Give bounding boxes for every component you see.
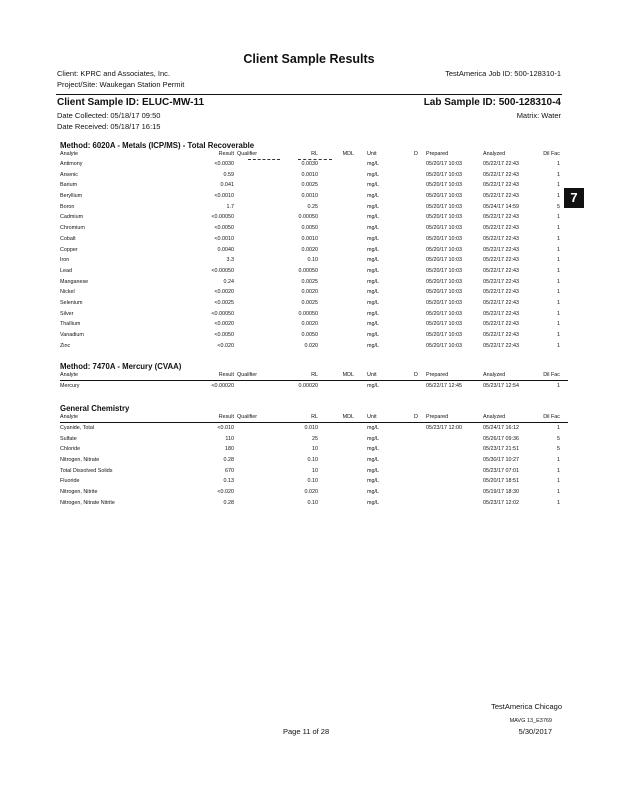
cell-prepared: 05/20/17 10:03 xyxy=(426,332,462,338)
table-row xyxy=(60,266,568,277)
cell-analyte: Cobalt xyxy=(60,235,76,242)
table-row xyxy=(60,487,568,498)
cell-analyte: Copper xyxy=(60,246,78,253)
cell-result: 0.59 xyxy=(223,171,234,178)
cell-prepared: 05/20/17 10:03 xyxy=(426,267,462,274)
cell-analyte: Thallium xyxy=(60,321,81,328)
cell-dil-fac: 1 xyxy=(557,321,560,328)
cell-result: 0.041 xyxy=(220,182,234,189)
cell-result: 0.0040 xyxy=(217,246,234,253)
cell-analyzed: 05/22/17 22:43 xyxy=(483,235,519,242)
cell-analyzed: 05/24/17 16:12 xyxy=(483,425,519,431)
col-analyzed: Analyzed xyxy=(483,372,506,378)
cell-rl: 0.00050 xyxy=(298,267,318,274)
cell-analyzed: 05/22/17 22:43 xyxy=(483,193,519,200)
header-dash-2 xyxy=(298,159,332,160)
col-d: D xyxy=(414,414,418,420)
cell-rl: 0.0025 xyxy=(301,299,318,306)
table-row xyxy=(60,170,568,181)
cell-unit: mg/L xyxy=(367,171,379,178)
table-row xyxy=(60,423,568,434)
cell-result: 0.28 xyxy=(223,499,234,506)
cell-analyzed: 05/22/17 22:43 xyxy=(483,321,519,328)
col-mdl: MDL xyxy=(342,372,354,378)
cell-dil-fac: 1 xyxy=(557,425,560,431)
footer-doc-code: MAVG 13_E3769 xyxy=(509,718,552,724)
col-result: Result xyxy=(218,151,234,157)
cell-prepared: 05/22/17 12:45 xyxy=(426,383,462,389)
header-divider xyxy=(56,94,562,95)
cell-dil-fac: 1 xyxy=(557,235,560,242)
cell-result: <0.00020 xyxy=(211,383,234,389)
cell-analyte: Chloride xyxy=(60,446,81,453)
cell-unit: mg/L xyxy=(367,499,379,506)
cell-rl: 0.25 xyxy=(307,203,318,210)
cell-prepared: 05/20/17 10:03 xyxy=(426,171,462,178)
cell-rl: 0.020 xyxy=(304,489,318,496)
col-qualifier: Qualifier xyxy=(237,414,258,420)
col-unit: Unit xyxy=(367,151,377,157)
footer-lab-name: TestAmerica Chicago xyxy=(491,702,562,711)
cell-analyzed: 05/22/17 22:43 xyxy=(483,310,519,317)
cell-rl: 0.0050 xyxy=(301,225,318,232)
cell-analyte: Lead xyxy=(60,267,72,274)
cell-result: <0.00050 xyxy=(211,310,234,317)
col-rl: RL xyxy=(311,151,318,157)
matrix: Matrix: Water xyxy=(516,111,561,120)
cell-prepared: 05/20/17 10:03 xyxy=(426,246,462,253)
table-row xyxy=(60,341,568,352)
cell-rl: 0.0020 xyxy=(301,321,318,328)
col-analyzed: Analyzed xyxy=(483,151,506,157)
cell-unit: mg/L xyxy=(367,278,379,285)
table-row xyxy=(60,245,568,256)
cell-dil-fac: 1 xyxy=(557,457,560,464)
cell-result: 0.28 xyxy=(223,457,234,464)
col-d: D xyxy=(414,372,418,378)
cell-rl: 0.00050 xyxy=(298,214,318,221)
table-row xyxy=(60,466,568,477)
date-received: Date Received: 05/18/17 16:15 xyxy=(57,122,161,131)
cell-rl: 0.10 xyxy=(307,499,318,506)
cell-dil-fac: 1 xyxy=(557,267,560,274)
cell-analyte: Silver xyxy=(60,310,74,317)
cell-prepared: 05/20/17 10:03 xyxy=(426,225,462,232)
cell-analyzed: 05/22/17 22:43 xyxy=(483,257,519,264)
cell-rl: 25 xyxy=(312,435,318,442)
cell-result: 0.24 xyxy=(223,278,234,285)
cell-analyzed: 05/26/17 09:36 xyxy=(483,435,519,442)
cell-dil-fac: 1 xyxy=(557,182,560,189)
cell-unit: mg/L xyxy=(367,310,379,317)
cell-analyte: Cadmium xyxy=(60,214,84,221)
cell-result: <0.00050 xyxy=(211,214,234,221)
cell-analyzed: 05/22/17 22:43 xyxy=(483,342,519,349)
table-row xyxy=(60,191,568,202)
cell-result: 3.3 xyxy=(226,257,234,264)
cell-rl: 0.010 xyxy=(304,425,318,431)
cell-analyzed: 05/22/17 22:43 xyxy=(483,161,519,167)
cell-dil-fac: 5 xyxy=(557,435,560,442)
cell-analyzed: 05/20/17 18:51 xyxy=(483,478,519,485)
table-row xyxy=(60,180,568,191)
client-sample-id: Client Sample ID: ELUC-MW-11 xyxy=(57,97,205,108)
col-d: D xyxy=(414,151,418,157)
cell-dil-fac: 1 xyxy=(557,246,560,253)
col-analyte: Analyte xyxy=(60,372,78,378)
cell-prepared: 05/20/17 10:03 xyxy=(426,182,462,189)
cell-unit: mg/L xyxy=(367,235,379,242)
cell-rl: 0.0020 xyxy=(301,246,318,253)
cell-unit: mg/L xyxy=(367,457,379,464)
cell-analyte: Boron xyxy=(60,203,75,210)
cell-rl: 0.0010 xyxy=(301,171,318,178)
col-unit: Unit xyxy=(367,372,377,378)
cell-rl: 0.020 xyxy=(304,342,318,349)
cell-result: <0.0050 xyxy=(214,332,234,338)
cell-rl: 0.10 xyxy=(307,257,318,264)
col-dil-fac: Dil Fac xyxy=(543,372,560,378)
cell-result: <0.0050 xyxy=(214,225,234,232)
cell-analyte: Barium xyxy=(60,182,78,189)
cell-result: <0.020 xyxy=(217,489,234,496)
cell-analyte: Nitrogen, Nitrate Nitrite xyxy=(60,499,115,506)
table-row xyxy=(60,434,568,445)
cell-prepared: 05/20/17 10:03 xyxy=(426,161,462,167)
cell-dil-fac: 1 xyxy=(557,214,560,221)
cell-prepared: 05/20/17 10:03 xyxy=(426,278,462,285)
cell-result: <0.0010 xyxy=(214,235,234,242)
col-analyzed: Analyzed xyxy=(483,414,506,420)
cell-analyzed: 05/22/17 22:43 xyxy=(483,299,519,306)
section-tab-badge: 7 xyxy=(564,188,584,208)
cell-prepared: 05/20/17 10:03 xyxy=(426,310,462,317)
cell-dil-fac: 1 xyxy=(557,161,560,167)
cell-rl: 10 xyxy=(312,446,318,453)
cell-rl: 0.00020 xyxy=(298,383,318,389)
cell-analyzed: 05/23/17 21:51 xyxy=(483,446,519,453)
cell-prepared: 05/20/17 10:03 xyxy=(426,193,462,200)
cell-analyte: Zinc xyxy=(60,342,71,349)
cell-prepared: 05/20/17 10:03 xyxy=(426,257,462,264)
cell-rl: 0.10 xyxy=(307,457,318,464)
col-result: Result xyxy=(218,414,234,420)
mercury-rows xyxy=(60,381,568,392)
cell-unit: mg/L xyxy=(367,182,379,189)
cell-analyzed: 05/19/17 18:30 xyxy=(483,489,519,496)
cell-unit: mg/L xyxy=(367,299,379,306)
cell-unit: mg/L xyxy=(367,321,379,328)
col-dil-fac: Dil Fac xyxy=(543,151,560,157)
cell-unit: mg/L xyxy=(367,161,379,167)
cell-unit: mg/L xyxy=(367,257,379,264)
col-analyte: Analyte xyxy=(60,151,78,157)
cell-result: 1.7 xyxy=(226,203,234,210)
cell-result: 180 xyxy=(225,446,234,453)
cell-unit: mg/L xyxy=(367,342,379,349)
cell-prepared: 05/20/17 10:03 xyxy=(426,321,462,328)
general-chemistry-title: General Chemistry xyxy=(60,404,130,413)
cell-dil-fac: 1 xyxy=(557,257,560,264)
table-row xyxy=(60,223,568,234)
cell-unit: mg/L xyxy=(367,446,379,453)
table-row xyxy=(60,298,568,309)
metals-section xyxy=(60,141,568,351)
cell-analyte: Nickel xyxy=(60,289,75,296)
col-mdl: MDL xyxy=(342,151,354,157)
cell-unit: mg/L xyxy=(367,478,379,485)
cell-unit: mg/L xyxy=(367,332,379,338)
cell-analyte: Sulfate xyxy=(60,435,77,442)
col-qualifier: Qualifier xyxy=(237,372,258,378)
cell-result: <0.0025 xyxy=(214,299,234,306)
cell-unit: mg/L xyxy=(367,267,379,274)
col-unit: Unit xyxy=(367,414,377,420)
cell-rl: 0.0010 xyxy=(301,235,318,242)
col-rl: RL xyxy=(311,372,318,378)
page-title: Client Sample Results xyxy=(243,52,375,66)
cell-analyte: Chromium xyxy=(60,225,85,232)
cell-rl: 0.0025 xyxy=(301,182,318,189)
table-row xyxy=(60,381,568,392)
header-dash-1 xyxy=(248,159,280,160)
cell-rl: 0.0020 xyxy=(301,289,318,296)
cell-analyzed: 05/22/17 22:43 xyxy=(483,171,519,178)
cell-analyte: Fluoride xyxy=(60,478,80,485)
col-analyte: Analyte xyxy=(60,414,78,420)
cell-rl: 0.0050 xyxy=(301,332,318,338)
table-row xyxy=(60,212,568,223)
col-mdl: MDL xyxy=(342,414,354,420)
cell-dil-fac: 1 xyxy=(557,225,560,232)
cell-analyzed: 05/30/17 10:27 xyxy=(483,457,519,464)
cell-prepared: 05/20/17 10:03 xyxy=(426,289,462,296)
col-prepared: Prepared xyxy=(426,372,449,378)
cell-dil-fac: 1 xyxy=(557,171,560,178)
cell-dil-fac: 5 xyxy=(557,446,560,453)
cell-analyte: Nitrogen, Nitrate xyxy=(60,457,100,464)
cell-analyte: Selenium xyxy=(60,299,83,306)
cell-dil-fac: 5 xyxy=(557,203,560,210)
cell-result: <0.0020 xyxy=(214,289,234,296)
cell-prepared: 05/20/17 10:03 xyxy=(426,299,462,306)
footer-date: 5/30/2017 xyxy=(518,727,552,736)
cell-unit: mg/L xyxy=(367,435,379,442)
date-collected: Date Collected: 05/18/17 09:50 xyxy=(57,111,161,120)
cell-analyzed: 05/24/17 14:59 xyxy=(483,203,519,210)
project-site: Project/Site: Waukegan Station Permit xyxy=(57,80,185,89)
col-prepared: Prepared xyxy=(426,414,449,420)
metals-method-title: Method: 6020A - Metals (ICP/MS) - Total Recoverable xyxy=(60,141,255,150)
cell-analyzed: 05/23/17 07:01 xyxy=(483,467,519,474)
cell-unit: mg/L xyxy=(367,193,379,200)
col-result: Result xyxy=(218,372,234,378)
col-dil-fac: Dil Fac xyxy=(543,414,560,420)
cell-unit: mg/L xyxy=(367,203,379,210)
table-row xyxy=(60,159,568,170)
metals-rows xyxy=(60,159,568,351)
col-rl: RL xyxy=(311,414,318,420)
table-row xyxy=(60,277,568,288)
cell-rl: 0.0010 xyxy=(301,193,318,200)
general-rows xyxy=(60,423,568,509)
cell-prepared: 05/20/17 10:03 xyxy=(426,235,462,242)
metals-column-headers xyxy=(60,150,568,159)
cell-dil-fac: 1 xyxy=(557,310,560,317)
cell-dil-fac: 1 xyxy=(557,342,560,349)
cell-analyte: Nitrogen, Nitrite xyxy=(60,489,98,496)
cell-dil-fac: 1 xyxy=(557,467,560,474)
cell-analyte: Cyanide, Total xyxy=(60,425,95,431)
cell-analyte: Vanadium xyxy=(60,332,84,338)
cell-analyte: Arsenic xyxy=(60,171,78,178)
cell-unit: mg/L xyxy=(367,246,379,253)
table-row xyxy=(60,476,568,487)
cell-result: <0.0010 xyxy=(214,193,234,200)
cell-rl: 0.00050 xyxy=(298,310,318,317)
table-row xyxy=(60,287,568,298)
cell-result: <0.00050 xyxy=(211,267,234,274)
mercury-section xyxy=(60,362,568,392)
table-row xyxy=(60,309,568,320)
cell-unit: mg/L xyxy=(367,289,379,296)
cell-result: <0.010 xyxy=(217,425,234,431)
footer-page-number: Page 11 of 28 xyxy=(283,727,330,736)
cell-result: <0.0030 xyxy=(214,161,234,167)
client-name: Client: KPRC and Associates, Inc. xyxy=(57,69,170,78)
cell-prepared: 05/20/17 10:03 xyxy=(426,342,462,349)
table-row xyxy=(60,319,568,330)
table-row xyxy=(60,498,568,509)
general-column-headers xyxy=(60,413,568,423)
cell-unit: mg/L xyxy=(367,214,379,221)
cell-rl: 10 xyxy=(312,467,318,474)
lab-sample-id: Lab Sample ID: 500-128310-4 xyxy=(423,97,561,108)
cell-unit: mg/L xyxy=(367,425,379,431)
cell-result: <0.020 xyxy=(217,342,234,349)
table-row xyxy=(60,330,568,341)
cell-prepared: 05/23/17 12:00 xyxy=(426,425,462,431)
cell-dil-fac: 1 xyxy=(557,289,560,296)
cell-unit: mg/L xyxy=(367,489,379,496)
table-row xyxy=(60,234,568,245)
cell-unit: mg/L xyxy=(367,383,379,389)
cell-dil-fac: 1 xyxy=(557,478,560,485)
cell-analyte: Total Dissolved Solids xyxy=(60,467,113,474)
cell-analyzed: 05/22/17 22:43 xyxy=(483,278,519,285)
cell-result: 110 xyxy=(225,435,234,442)
mercury-method-title: Method: 7470A - Mercury (CVAA) xyxy=(60,362,182,371)
cell-result: 0.13 xyxy=(223,478,234,485)
mercury-column-headers xyxy=(60,371,568,381)
cell-prepared: 05/20/17 10:03 xyxy=(426,203,462,210)
cell-analyzed: 05/22/17 22:43 xyxy=(483,225,519,232)
cell-analyte: Iron xyxy=(60,257,70,264)
cell-dil-fac: 1 xyxy=(557,383,560,389)
cell-analyzed: 05/22/17 22:43 xyxy=(483,332,519,338)
cell-dil-fac: 1 xyxy=(557,489,560,496)
cell-unit: mg/L xyxy=(367,225,379,232)
job-id: TestAmerica Job ID: 500-128310-1 xyxy=(445,69,561,78)
cell-prepared: 05/20/17 10:03 xyxy=(426,214,462,221)
cell-analyzed: 05/23/17 12:54 xyxy=(483,383,519,389)
cell-result: 670 xyxy=(225,467,234,474)
cell-analyzed: 05/22/17 22:43 xyxy=(483,267,519,274)
col-prepared: Prepared xyxy=(426,151,449,157)
cell-analyte: Mercury xyxy=(60,383,80,389)
table-row xyxy=(60,202,568,213)
cell-dil-fac: 1 xyxy=(557,299,560,306)
col-qualifier: Qualifier xyxy=(237,151,258,157)
cell-analyte: Manganese xyxy=(60,278,89,285)
table-row xyxy=(60,255,568,266)
cell-analyzed: 05/22/17 22:43 xyxy=(483,289,519,296)
cell-dil-fac: 1 xyxy=(557,499,560,506)
cell-dil-fac: 1 xyxy=(557,278,560,285)
cell-analyzed: 05/23/17 12:02 xyxy=(483,499,519,506)
general-chemistry-section xyxy=(60,404,568,509)
table-row xyxy=(60,444,568,455)
cell-dil-fac: 1 xyxy=(557,332,560,338)
cell-rl: 0.10 xyxy=(307,478,318,485)
cell-unit: mg/L xyxy=(367,467,379,474)
cell-rl: 0.0030 xyxy=(301,161,318,167)
cell-analyzed: 05/22/17 22:43 xyxy=(483,182,519,189)
cell-rl: 0.0025 xyxy=(301,278,318,285)
cell-analyzed: 05/22/17 22:43 xyxy=(483,214,519,221)
cell-analyte: Antimony xyxy=(60,161,83,167)
cell-dil-fac: 1 xyxy=(557,193,560,200)
cell-analyte: Beryllium xyxy=(60,193,83,200)
cell-analyzed: 05/22/17 22:43 xyxy=(483,246,519,253)
table-row xyxy=(60,455,568,466)
cell-result: <0.0020 xyxy=(214,321,234,328)
